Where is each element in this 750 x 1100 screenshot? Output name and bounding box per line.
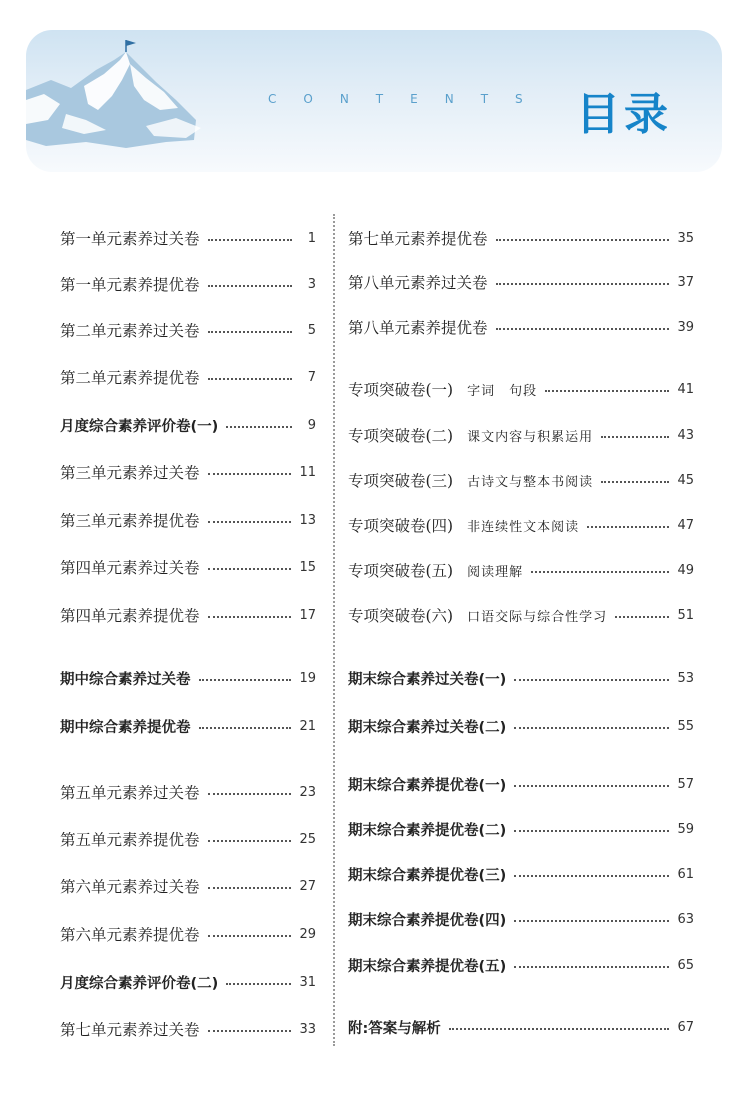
toc-entry[interactable]	[348, 375, 694, 403]
dot-leader	[496, 283, 670, 285]
toc-entry-title: 专项突破卷(六)	[348, 607, 454, 625]
toc-entry-title: 期末综合素养提优卷(三)	[348, 867, 507, 884]
toc-entry-title: 月度综合素养评价卷(一)	[60, 418, 219, 435]
toc-entry-title: 第三单元素养提优卷	[60, 512, 200, 530]
toc-entry[interactable]	[348, 664, 694, 692]
column-divider	[333, 214, 335, 1046]
dot-leader	[208, 521, 292, 523]
toc-entry-page: 63	[677, 911, 694, 927]
dot-leader	[208, 935, 292, 937]
toc-entry-page: 21	[299, 718, 316, 734]
toc-entry-title: 第五单元素养过关卷	[60, 784, 200, 802]
toc-entry[interactable]	[348, 951, 694, 979]
dot-leader	[208, 616, 292, 618]
toc-entry-title: 专项突破卷(一)	[348, 381, 454, 399]
toc-entry-subtitle: 非连续性文本阅读	[467, 519, 580, 535]
dot-leader	[226, 426, 292, 428]
toc-entry-page: 47	[677, 517, 694, 533]
toc-entry-title: 第四单元素养过关卷	[60, 559, 200, 577]
dot-leader	[208, 378, 292, 380]
toc-entry[interactable]	[348, 815, 694, 843]
dot-leader	[199, 679, 292, 681]
toc-entry-page: 53	[677, 670, 694, 686]
toc-entry-title: 专项突破卷(五)	[348, 562, 454, 580]
toc-entry-title: 第二单元素养过关卷	[60, 322, 200, 340]
dot-leader	[514, 727, 669, 729]
toc-entry[interactable]	[348, 712, 694, 740]
toc-entry-title: 期末综合素养提优卷(四)	[348, 912, 507, 929]
dot-leader	[514, 785, 669, 787]
page-title: 目录	[576, 89, 672, 140]
dot-leader	[514, 875, 669, 877]
toc-entry-title: 月度综合素养评价卷(二)	[60, 975, 219, 992]
toc-entry-subtitle: 古诗文与整本书阅读	[467, 474, 594, 490]
toc-entry-title: 第六单元素养过关卷	[60, 878, 200, 896]
toc-entry-subtitle: 阅读理解	[467, 564, 524, 580]
toc-entry-title: 专项突破卷(四)	[348, 517, 454, 535]
dot-leader	[601, 481, 669, 483]
dot-leader	[496, 328, 670, 330]
toc-entry-title: 期末综合素养提优卷(五)	[348, 958, 507, 975]
toc-entry[interactable]	[348, 421, 694, 449]
dot-leader	[208, 568, 292, 570]
toc-entry[interactable]	[348, 466, 694, 494]
toc-entry-title: 期末综合素养提优卷(二)	[348, 822, 507, 839]
toc-entry-page: 25	[299, 831, 316, 847]
toc-entry-title: 专项突破卷(三)	[348, 472, 454, 490]
toc-entry[interactable]	[348, 905, 694, 933]
dot-leader	[208, 331, 292, 333]
toc-entry[interactable]	[60, 968, 316, 996]
toc-entry[interactable]	[60, 712, 316, 740]
dot-leader	[208, 1030, 292, 1032]
toc-entry-page: 1	[307, 230, 316, 246]
toc-entry[interactable]	[60, 872, 316, 900]
toc-entry[interactable]	[60, 825, 316, 853]
dot-leader	[514, 830, 669, 832]
toc-entry[interactable]	[60, 601, 316, 629]
toc-entry[interactable]	[348, 556, 694, 584]
dot-leader	[514, 966, 669, 968]
toc-entry[interactable]	[348, 313, 694, 341]
toc-entry-page: 11	[299, 464, 316, 480]
toc-entry-page: 55	[677, 718, 694, 734]
contents-heading: CONTENTS	[268, 92, 550, 106]
toc-entry-page: 13	[299, 512, 316, 528]
toc-entry[interactable]	[348, 770, 694, 798]
toc-entry-title: 第五单元素养提优卷	[60, 831, 200, 849]
toc-entry[interactable]	[60, 553, 316, 581]
toc-entry-title: 第三单元素养过关卷	[60, 464, 200, 482]
toc-entry-page: 43	[677, 427, 694, 443]
toc-entry-title: 第六单元素养提优卷	[60, 926, 200, 944]
toc-entry[interactable]	[60, 316, 316, 344]
toc-entry-page: 45	[677, 472, 694, 488]
dot-leader	[601, 436, 669, 438]
toc-entry-page: 29	[299, 926, 316, 942]
toc-entry-page: 15	[299, 559, 316, 575]
toc-entry[interactable]	[60, 411, 316, 439]
toc-entry-page: 57	[677, 776, 694, 792]
dot-leader	[199, 727, 292, 729]
toc-entry-title: 第八单元素养过关卷	[348, 274, 488, 292]
toc-entry[interactable]	[60, 664, 316, 692]
dot-leader	[208, 239, 292, 241]
dot-leader	[208, 285, 292, 287]
dot-leader	[514, 920, 669, 922]
toc-entry-title: 期末综合素养过关卷(二)	[348, 719, 507, 736]
toc-entry[interactable]	[60, 270, 316, 298]
toc-entry-subtitle: 课文内容与积累运用	[467, 429, 594, 445]
dot-leader	[208, 840, 292, 842]
toc-entry-page: 65	[677, 957, 694, 973]
dot-leader	[208, 473, 292, 475]
toc-entry-title: 第一单元素养过关卷	[60, 230, 200, 248]
toc-entry[interactable]	[60, 224, 316, 252]
toc-entry-title: 第二单元素养提优卷	[60, 369, 200, 387]
dot-leader	[615, 616, 669, 618]
toc-entry-page: 41	[677, 381, 694, 397]
toc-entry-title: 专项突破卷(二)	[348, 427, 454, 445]
toc-entry-page: 5	[307, 322, 316, 338]
toc-entry[interactable]	[60, 458, 316, 486]
toc-entry[interactable]	[60, 920, 316, 948]
toc-entry[interactable]	[348, 860, 694, 888]
toc-entry-page: 7	[307, 369, 316, 385]
toc-entry-page: 37	[677, 274, 694, 290]
toc-entry-page: 49	[677, 562, 694, 578]
toc-entry-page: 51	[677, 607, 694, 623]
toc-entry[interactable]	[348, 268, 694, 296]
toc-entry-page: 27	[299, 878, 316, 894]
toc-entry-title: 第八单元素养提优卷	[348, 319, 488, 337]
toc-entry-page: 19	[299, 670, 316, 686]
toc-entry-page: 67	[677, 1019, 694, 1035]
toc-entry-page: 9	[307, 417, 316, 433]
toc-entry-page: 31	[299, 974, 316, 990]
toc-entry-title: 期中综合素养提优卷	[60, 719, 191, 736]
toc-entry-page: 33	[299, 1021, 316, 1037]
toc-entry[interactable]	[348, 224, 694, 252]
toc-entry-page: 61	[677, 866, 694, 882]
toc-entry[interactable]	[60, 1015, 316, 1043]
dot-leader	[514, 679, 669, 681]
toc-entry-page: 17	[299, 607, 316, 623]
toc-entry-subtitle: 字词 句段	[467, 383, 538, 399]
toc-entry-title: 期末综合素养过关卷(一)	[348, 671, 507, 688]
toc-entry[interactable]	[348, 1013, 694, 1041]
toc-entry[interactable]	[60, 363, 316, 391]
toc-entry-title: 第七单元素养过关卷	[60, 1021, 200, 1039]
toc-entry-title: 第一单元素养提优卷	[60, 276, 200, 294]
dot-leader	[545, 390, 669, 392]
toc-entry[interactable]	[60, 778, 316, 806]
toc-entry-title: 第四单元素养提优卷	[60, 607, 200, 625]
toc-entry-title: 期末综合素养提优卷(一)	[348, 777, 507, 794]
toc-entry-title: 第七单元素养提优卷	[348, 230, 488, 248]
toc-entry-page: 3	[307, 276, 316, 292]
dot-leader	[208, 793, 292, 795]
toc-entry-page: 59	[677, 821, 694, 837]
toc-entry-subtitle: 口语交际与综合性学习	[467, 609, 608, 625]
toc-entry-page: 39	[677, 319, 694, 335]
toc-entry-page: 35	[677, 230, 694, 246]
dot-leader	[531, 571, 669, 573]
toc-entry[interactable]	[60, 506, 316, 534]
toc-entry-title: 附:答案与解析	[348, 1020, 441, 1037]
dot-leader	[226, 983, 291, 985]
toc-entry[interactable]	[348, 511, 694, 539]
dot-leader	[449, 1028, 670, 1030]
dot-leader	[208, 887, 292, 889]
toc-entry-page: 23	[299, 784, 316, 800]
toc-entry-title: 期中综合素养过关卷	[60, 671, 191, 688]
toc-entry[interactable]	[348, 601, 694, 629]
dot-leader	[587, 526, 669, 528]
dot-leader	[496, 239, 670, 241]
